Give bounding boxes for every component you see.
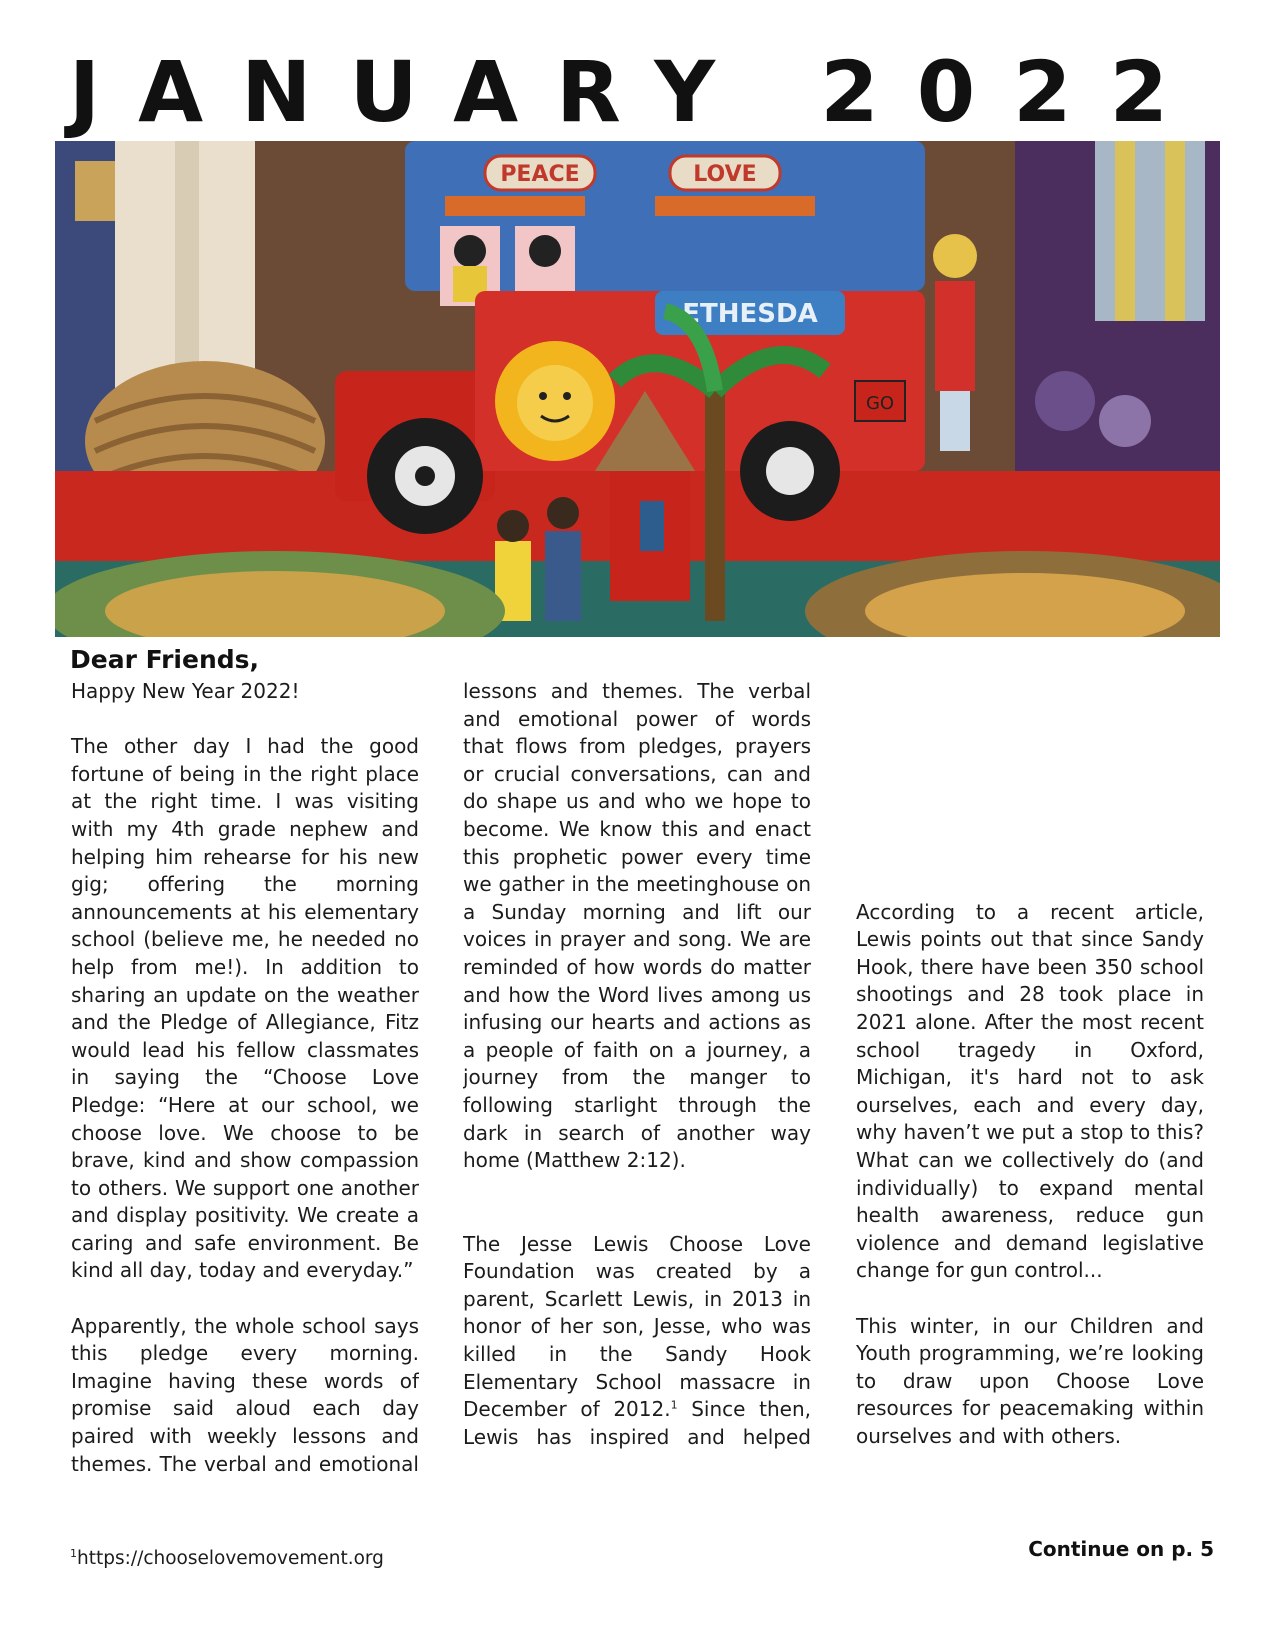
paragraph-4: According to a recent article, Lewis points out that since Sandy Hook, there have been 350 school shootings and 28 took place in 2021 alone. After the most recent school tragedy in Oxford, Michigan, it's hard not to ask ourselves, each and every day, why haven’t we put a stop to this? What can we collectively do (and individually) to expand mental health awareness, reduce gun violence and demand legislative change for gun control...: [856, 899, 1204, 1283]
bus-sign-love: LOVE: [693, 162, 757, 187]
masthead-title: JANUARY 2022: [68, 43, 1207, 141]
footnote-link: https://chooselovemovement.org: [77, 1548, 384, 1570]
article-column-3: [856, 678, 1204, 1450]
paragraph-3-text: The Jesse Lewis Choose Love Foundation was created by a parent, Scarlett Lewis, in 2013 in honor of her son, Jesse, who was killed in the Sandy Hook Elementary School massacre in December of 2012.: [463, 1231, 811, 1422]
paragraph-2: Apparently, the whole school says this pledge every morning. Imagine having these words of promise said aloud each day paired with weekly lessons and themes. The verbal and emotional: [71, 1313, 419, 1476]
paragraph-3: [463, 1231, 811, 1451]
cover-photo-haitian-tap-tap-art: [55, 141, 1220, 637]
article-column-1: [71, 678, 419, 1478]
go-sign: GO: [865, 393, 895, 414]
footnote-mark: 1: [670, 1398, 678, 1412]
continue-on-page-label: Continue on p. 5: [1028, 1537, 1214, 1561]
paragraph-1: The other day I had the good fortune of being in the right place at the right time. I was visiting with my 4th grade nephew and helping him rehearse for his new gig; offering the morning announcements at his elementary school (believe me, he needed no help from me!). In addition to sharing an update on the weather and the Pledge of Allegiance, Fitz would lead his fellow classmates in saying the “Choose Love Pledge: “Here at our school, we choose love. We choose to be brave, kind and show compassion to others. We support one another and display positivity. We create a caring and safe environment. Be kind all day, today and everyday.”: [71, 734, 419, 1283]
bus-sign-peace: PEACE: [500, 162, 580, 187]
footnote-number: 1: [70, 1547, 77, 1560]
paragraph-3-after-text: Since then, Lewis has inspired and helped: [463, 1397, 811, 1449]
paragraph-2-continued-text: lessons and themes. The verbal and emotional power of words that flows from pledges, prayers or crucial conversations, can and do shape us and who we hope to become. We know this and enact this prophetic power every time we gather in the meetinghouse on a Sunday morning and lift our voices in prayer and song. We are reminded of how words do matter and how the Word lives among us infusing our hearts and actions as a people of faith on a journey, a journey from the manger to following starlight through the dark in search of another way home (Matthew 2:12).: [463, 679, 811, 1173]
footnote: [70, 1547, 384, 1569]
paragraph-5: This winter, in our Children and Youth programming, we’re looking to draw upon Choose Love resources for peacemaking within ourselves and with others.: [856, 1313, 1204, 1448]
paragraph-2-continued: [463, 678, 811, 1203]
paragraph-3-continued: [856, 678, 1204, 871]
letter-greeting: Dear Friends,: [70, 645, 260, 674]
article-column-2: [463, 678, 811, 1451]
happy-new-year-line: Happy New Year 2022!: [71, 679, 300, 703]
bus-name-sign: ETHESDA: [682, 299, 818, 329]
